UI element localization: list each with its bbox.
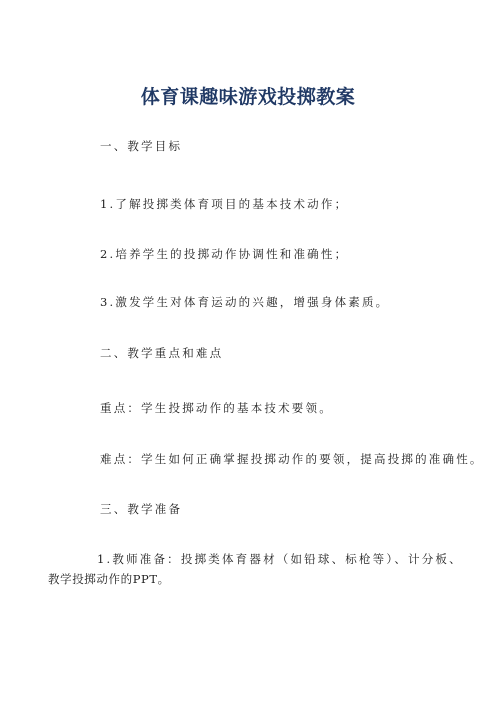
key-point-text: 重点：学生投掷动作的基本技术要领。: [100, 401, 333, 415]
document-title: 体育课趣味游戏投掷教案: [140, 86, 356, 108]
difficulty-text: 难点：学生如何正确掌握投掷动作的要领，提高投掷的准确性。: [100, 452, 484, 466]
objective-item-2: 2.培养学生的投掷动作协调性和准确性；: [100, 247, 349, 261]
section-heading-preparation: 三、教学准备: [100, 502, 183, 516]
objective-item-1: 1.了解投掷类体育项目的基本技术动作；: [100, 197, 349, 211]
section-heading-objectives: 一、教学目标: [100, 139, 183, 153]
section-heading-key-points: 二、教学重点和难点: [100, 346, 224, 360]
preparation-item-1: 1.教师准备：投掷类体育器材（如铅球、标枪等）、计分板、: [97, 552, 463, 566]
preparation-item-1-continued: 教学投掷动作的PPT。: [48, 572, 170, 586]
objective-item-3: 3.激发学生对体育运动的兴趣，增强身体素质。: [100, 295, 390, 309]
